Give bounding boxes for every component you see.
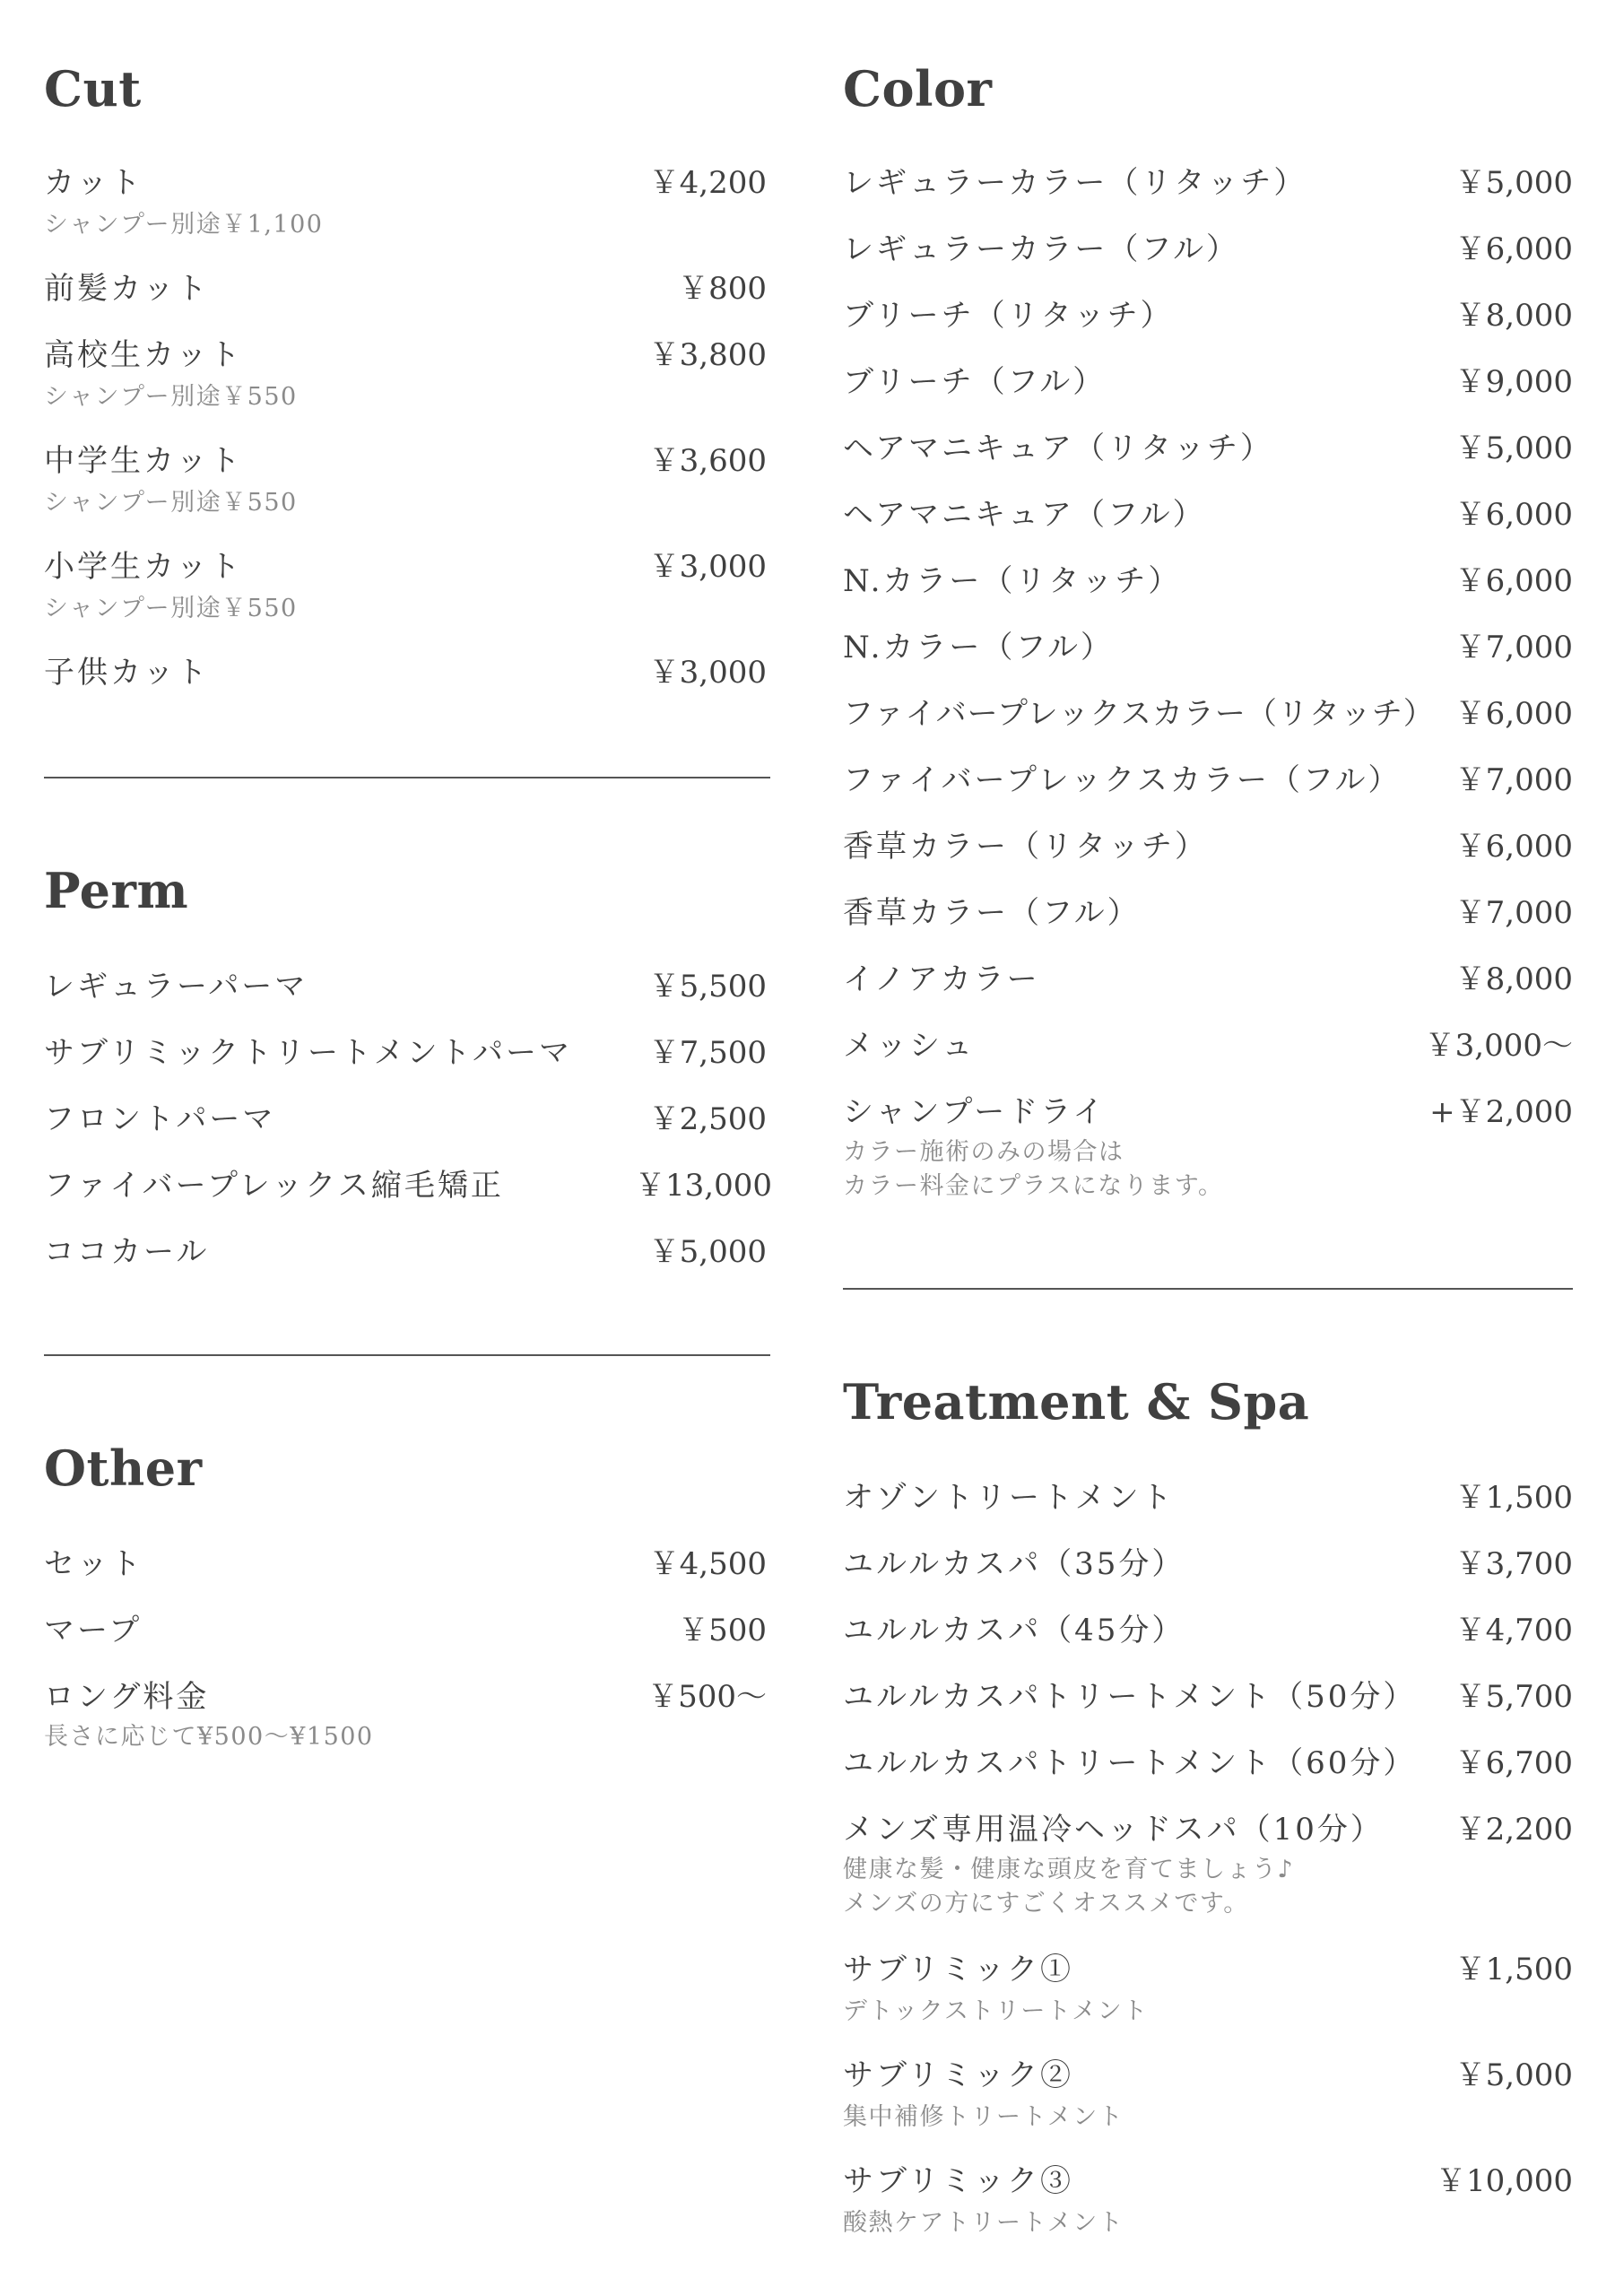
item-name: ファイバープレックス縮毛矯正 (44, 1168, 504, 1204)
item-name: レギュラーカラー（リタッチ） (843, 165, 1307, 201)
menu-item-fiberplex-straightening (44, 1168, 772, 1207)
item-price: ￥1,500 (1454, 1480, 1573, 1516)
item-name: フロントパーマ (44, 1101, 276, 1137)
item-note: シャンプー別途￥1,100 (44, 211, 324, 239)
menu-item-color (843, 1028, 1573, 1067)
item-price: ￥3,600 (648, 443, 767, 479)
menu-item-color (843, 298, 1573, 337)
section-title-color: Color (843, 60, 993, 117)
menu-item-treatment (843, 1480, 1573, 1519)
item-price: ￥2,200 (1454, 1812, 1573, 1848)
item-price: ￥3,000 (648, 549, 767, 585)
item-name: ユルルカスパ（45分） (843, 1613, 1185, 1648)
item-name: セット (44, 1546, 143, 1582)
item-name: ブリーチ（フル） (843, 364, 1107, 400)
item-name: ファイバープレックスカラー（フル） (843, 762, 1402, 798)
menu-item-junior-high-cut (44, 443, 767, 483)
item-name: 香草カラー（リタッチ） (843, 829, 1208, 865)
item-name: レギュラーパーマ (44, 969, 308, 1004)
section-divider (843, 1288, 1573, 1290)
item-name: N.カラー（リタッチ） (843, 563, 1182, 599)
item-price: ￥7,500 (648, 1035, 767, 1071)
item-name: 小学生カット (44, 549, 243, 585)
item-name: 香草カラー（フル） (843, 895, 1141, 931)
item-name: 高校生カット (44, 337, 243, 373)
item-note: シャンプー別途￥550 (44, 489, 298, 517)
menu-item-shampoo-dry (843, 1094, 1573, 1134)
item-name: オゾントリートメント (843, 1480, 1175, 1516)
item-name: イノアカラー (843, 961, 1040, 997)
item-price: ￥5,500 (648, 969, 767, 1004)
item-name: サブリミック③ (843, 2163, 1073, 2199)
item-note: メンズの方にすごくオススメです。 (843, 1890, 1249, 1918)
menu-item-color (843, 829, 1573, 868)
menu-item-color (843, 895, 1573, 935)
menu-item-marp (44, 1613, 767, 1652)
section-divider (44, 1354, 770, 1356)
menu-item-elementary-cut (44, 549, 767, 588)
item-name: 子供カット (44, 655, 210, 691)
section-title-other: Other (44, 1439, 203, 1497)
item-name: マープ (44, 1613, 143, 1648)
menu-item-color (843, 364, 1573, 404)
item-name: カット (44, 165, 143, 201)
item-price: ￥4,200 (648, 165, 767, 201)
item-note: デトックストリートメント (843, 1997, 1149, 2025)
item-price: ￥5,000 (1454, 165, 1573, 201)
item-price: +￥2,000 (1429, 1094, 1573, 1130)
item-name: シャンプードライ (843, 1094, 1107, 1130)
item-note: シャンプー別途￥550 (44, 595, 298, 622)
item-name: ユルルカスパトリートメント（60分） (843, 1745, 1417, 1781)
menu-item-color (843, 497, 1573, 536)
item-name: ココカール (44, 1234, 210, 1270)
menu-item-sublimic-perm (44, 1035, 767, 1074)
section-title-cut: Cut (44, 60, 142, 117)
menu-item-treatment (843, 1546, 1573, 1586)
menu-item-set (44, 1546, 767, 1586)
item-price: ￥13,000 (635, 1168, 772, 1204)
item-note: シャンプー別途￥550 (44, 383, 298, 411)
item-name: サブリミック② (843, 2057, 1073, 2093)
item-price: ￥6,000 (1454, 563, 1573, 599)
menu-item-regular-perm (44, 969, 767, 1008)
menu-item-sublimic-3 (843, 2163, 1573, 2203)
menu-item-cococurl (44, 1234, 767, 1274)
menu-item-color (843, 430, 1573, 470)
item-note: カラー施術のみの場合は (843, 1138, 1124, 1166)
item-name: 中学生カット (44, 443, 243, 479)
item-price: ￥500 (678, 1613, 767, 1648)
menu-item-sublimic-2 (843, 2057, 1573, 2097)
item-price: ￥9,000 (1454, 364, 1573, 400)
item-name: ブリーチ（リタッチ） (843, 298, 1174, 334)
item-price: ￥6,000 (1454, 497, 1573, 533)
item-price: ￥3,700 (1454, 1546, 1573, 1582)
menu-item-sublimic-1 (843, 1952, 1573, 1991)
item-price: ￥5,700 (1454, 1679, 1573, 1715)
item-price: ￥3,800 (648, 337, 767, 373)
menu-item-color (843, 231, 1573, 271)
item-price: ￥2,500 (648, 1101, 767, 1137)
menu-item-treatment (843, 1745, 1573, 1785)
item-name: レギュラーカラー（フル） (843, 231, 1239, 267)
menu-item-bangs-cut (44, 271, 767, 310)
item-name: サブリミック① (843, 1952, 1073, 1987)
item-price: ￥7,000 (1454, 762, 1573, 798)
menu-item-color (843, 961, 1573, 1001)
item-price: ￥6,000 (1454, 696, 1573, 732)
section-divider (44, 777, 770, 778)
section-title-perm: Perm (44, 862, 189, 919)
menu-item-cut (44, 165, 767, 204)
item-note: 集中補修トリートメント (843, 2103, 1124, 2131)
item-note: 長さに応じて¥500〜¥1500 (44, 1723, 374, 1751)
menu-item-color (843, 630, 1573, 669)
item-name: ファイバープレックスカラー（リタッチ） (843, 696, 1435, 732)
menu-item-front-perm (44, 1101, 767, 1141)
item-price: ￥4,700 (1454, 1613, 1573, 1648)
item-price: ￥3,000 (648, 655, 767, 691)
item-name: N.カラー（フル） (843, 630, 1115, 665)
item-price: ￥4,500 (648, 1546, 767, 1582)
item-price: ￥3,000〜 (1424, 1028, 1573, 1064)
item-price: ￥800 (678, 271, 767, 307)
menu-item-mens-head-spa (843, 1812, 1573, 1851)
item-price: ￥5,000 (648, 1234, 767, 1270)
menu-item-color (843, 165, 1573, 204)
menu-item-treatment (843, 1679, 1573, 1718)
item-name: ロング料金 (44, 1679, 210, 1715)
item-name: メンズ専用温冷ヘッドスパ（10分） (843, 1812, 1384, 1848)
item-price: ￥10,000 (1436, 2163, 1573, 2199)
menu-item-long-fee (44, 1679, 767, 1718)
menu-item-high-school-cut (44, 337, 767, 377)
item-price: ￥5,000 (1454, 430, 1573, 466)
section-title-treatment-spa: Treatment & Spa (843, 1373, 1310, 1431)
item-note: カラー料金にプラスになります。 (843, 1172, 1224, 1200)
item-name: サブリミックトリートメントパーマ (44, 1035, 572, 1071)
item-price: ￥5,000 (1454, 2057, 1573, 2093)
item-note: 健康な髪・健康な頭皮を育てましょう♪ (843, 1856, 1295, 1883)
menu-item-color (843, 563, 1573, 603)
item-name: ユルルカスパ（35分） (843, 1546, 1185, 1582)
item-price: ￥500〜 (647, 1679, 767, 1715)
menu-item-color (843, 762, 1573, 802)
item-name: ユルルカスパトリートメント（50分） (843, 1679, 1417, 1715)
item-price: ￥6,000 (1454, 231, 1573, 267)
menu-item-color (843, 696, 1573, 735)
item-price: ￥6,000 (1454, 829, 1573, 865)
item-price: ￥6,700 (1454, 1745, 1573, 1781)
item-price: ￥8,000 (1454, 298, 1573, 334)
item-name: 前髪カット (44, 271, 210, 307)
item-price: ￥7,000 (1454, 630, 1573, 665)
item-note: 酸熱ケアトリートメント (843, 2209, 1124, 2237)
item-name: ヘアマニキュア（フル） (843, 497, 1206, 533)
menu-item-treatment (843, 1613, 1573, 1652)
item-name: メッシュ (843, 1028, 976, 1064)
item-price: ￥7,000 (1454, 895, 1573, 931)
item-name: ヘアマニキュア（リタッチ） (843, 430, 1273, 466)
menu-item-kids-cut (44, 655, 767, 694)
item-price: ￥1,500 (1454, 1952, 1573, 1987)
item-price: ￥8,000 (1454, 961, 1573, 997)
